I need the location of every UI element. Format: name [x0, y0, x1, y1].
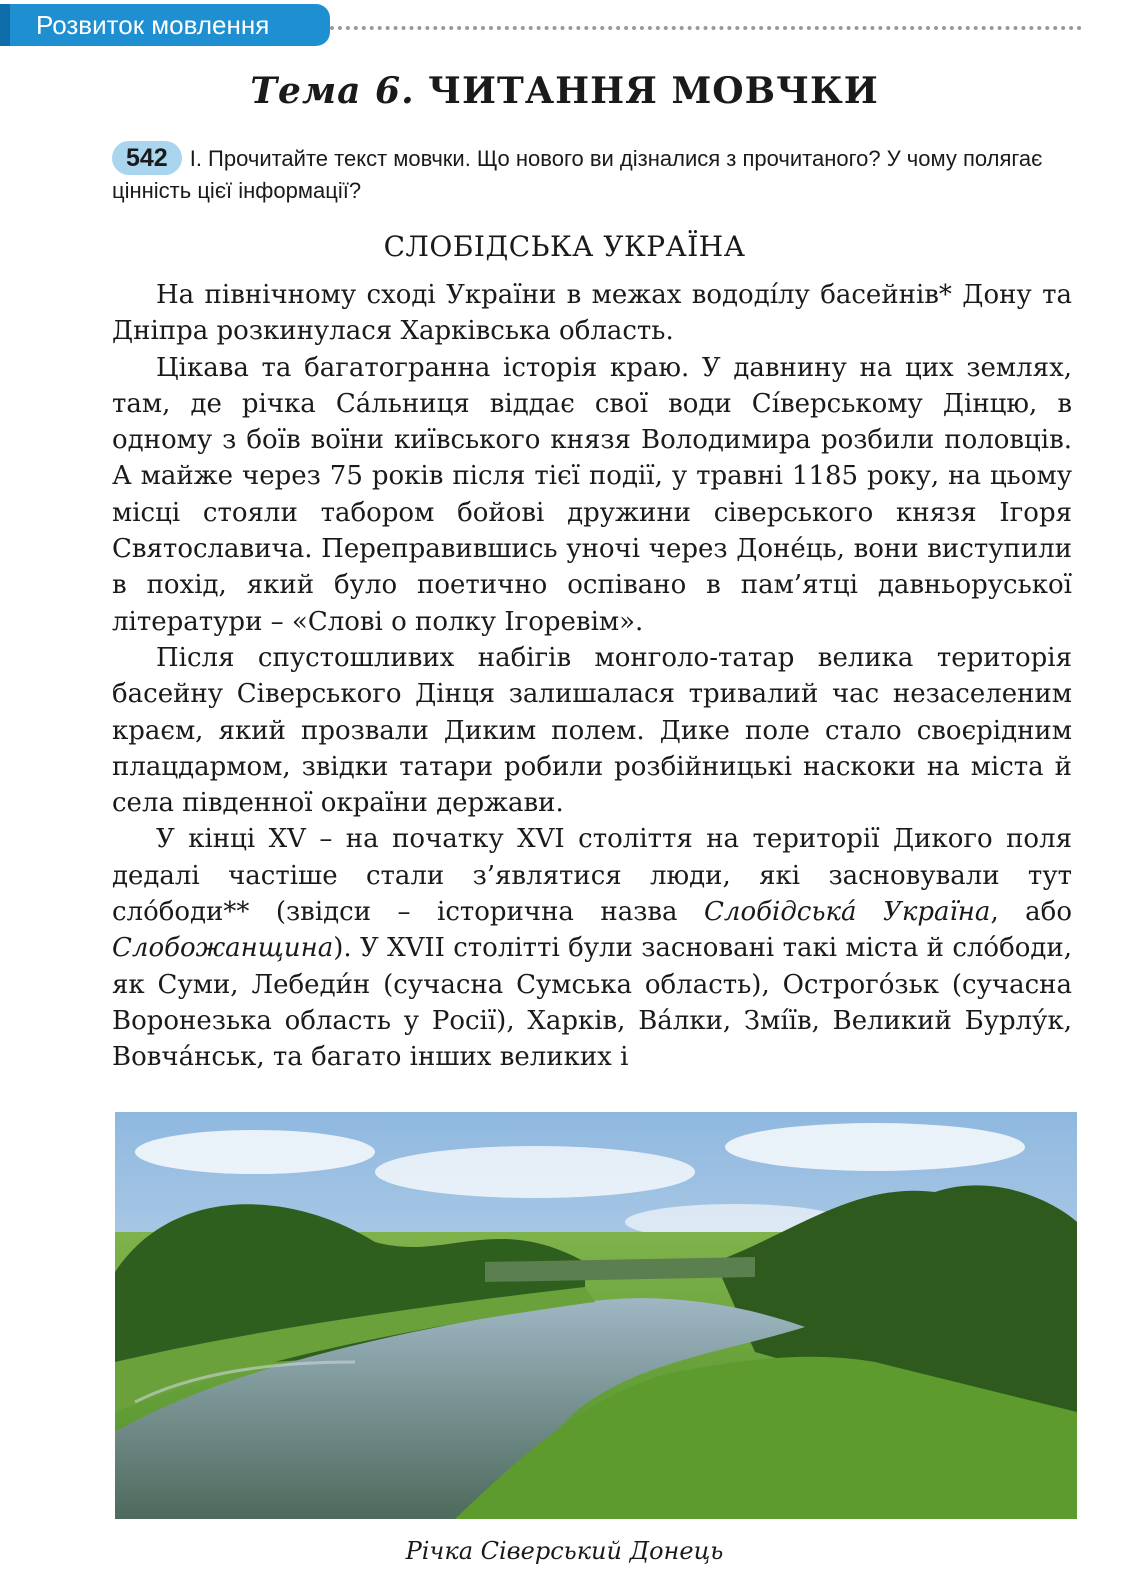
paragraph: На північному сході України в межах вододі́лу басейнів* Дону та Дніпра розкинулася Харківська область. — [112, 280, 1072, 347]
exercise-text: І. Прочитайте текст мовчки. Що нового ви дізналися з прочитаного? У чому полягає цінність цієї інформації? — [112, 146, 1043, 203]
topic-name: ЧИТАННЯ МОВЧКИ — [428, 70, 879, 112]
section-tab: Розвиток мовлення — [0, 4, 330, 46]
topic-prefix: Тема 6. — [250, 70, 415, 112]
paragraph: У кінці XV – на початку XVI століття на території Дикого поля дедалі частіше стали з’являтися люди, які засновували тут сло́боди** (звідси – історична назва Слобідська́ Україна, або Слобожанщина). У XVII столітті були засновані такі міста й сло́боди, як Суми, Лебеди́н (сучасна Сумська область), Острогóзьк (сучасна Воронезька область у Росії), Харків, Ва́лки, Змі́їв, Великий Бурлу́к, Вовча́нськ, та багато інших великих і — [112, 824, 1072, 1073]
exercise-number-badge: 542 — [112, 141, 182, 175]
river-photo — [115, 1112, 1077, 1519]
article-title: СЛОБІДСЬКА УКРАЇНА — [383, 230, 746, 263]
topic-title — [0, 70, 1129, 112]
paragraph: Після спустошливих набігів монголо-татар велика територія басейну Сіверського Дінця залишалася тривалий час незаселеним краєм, який прозвали Диким полем. Дике поле стало своєрідним плацдармом, звідки татари робили розбійницькі наскоки на міста й села південної окраїни держави. — [112, 642, 1072, 819]
article-body — [112, 277, 1072, 1076]
exercise-instruction — [112, 141, 1072, 207]
river-landscape-image — [115, 1112, 1077, 1519]
photo-caption: Річка Сіверський Донець — [405, 1537, 724, 1565]
header-dotted-line — [330, 26, 1082, 30]
emphasis: Слобідська́ Україна — [704, 897, 991, 928]
paragraph: Цікава та багатогранна історія краю. У давнину на цих землях, там, де річка Са́льниця віддає свої води Сі́верському Дінцю, в одному з боїв воїни київського князя Володимира розбили половців. А майже через 75 років після тієї події, у травні 1185 року, на цьому місці стояли табором бойові дружини сіверського князя Ігоря Святославича. Переправившись уночі через Доне́ць, вони виступили в похід, який було поетично оспівано в пам’ятці давньоруської літератури – «Слові о полку Ігоревім». — [112, 352, 1072, 637]
emphasis: Слобожанщина — [112, 933, 334, 964]
